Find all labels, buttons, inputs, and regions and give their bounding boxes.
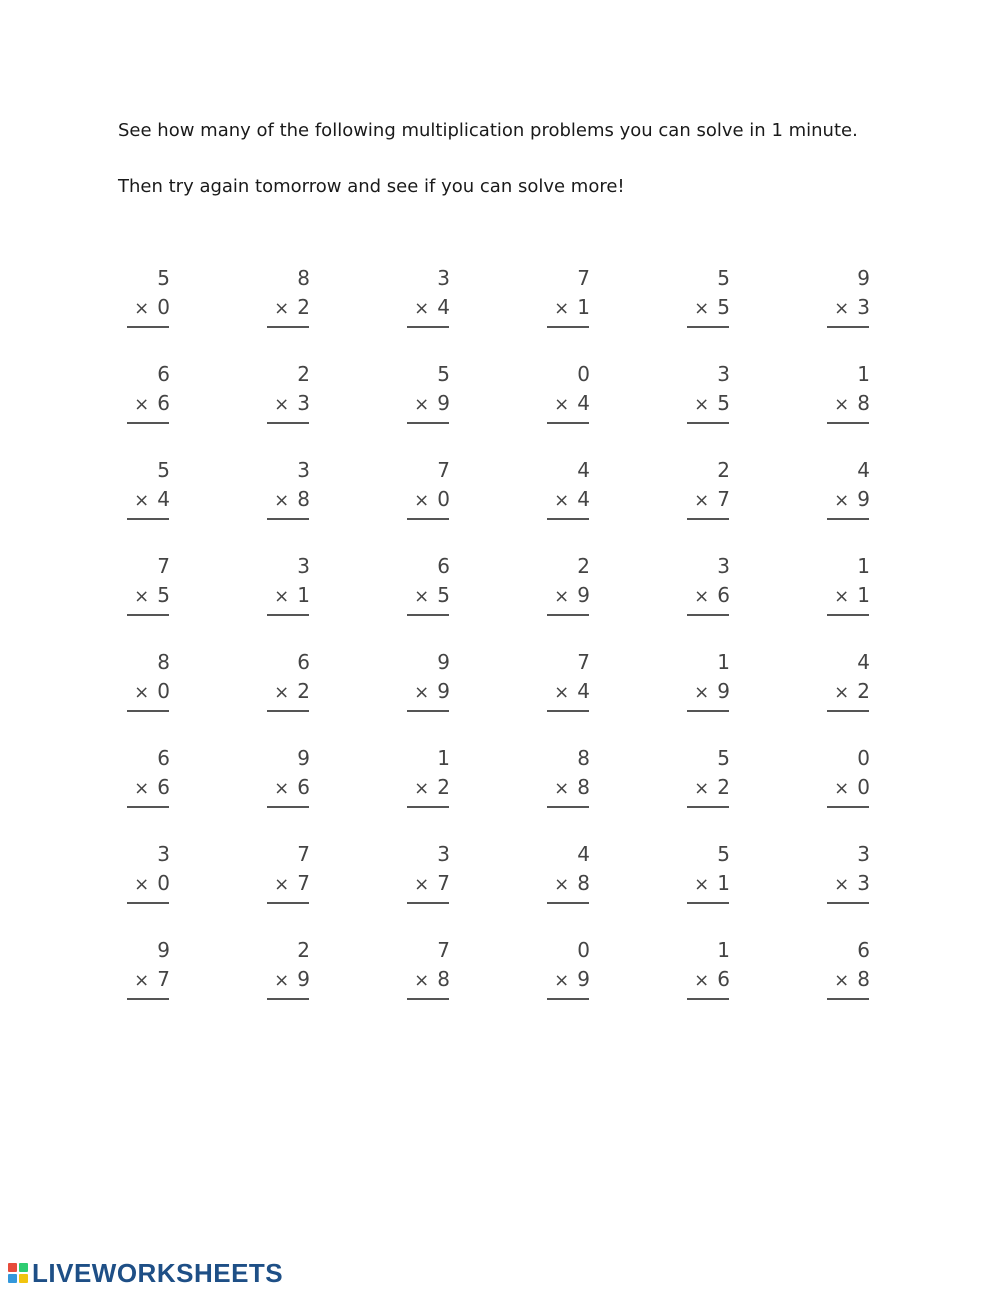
multiplicand: 8 (577, 746, 590, 770)
answer-line (407, 902, 449, 904)
multiplicand: 1 (437, 746, 450, 770)
problem-grid (120, 262, 880, 1030)
problem-3 (400, 262, 540, 358)
multiplier: 8 (857, 391, 870, 415)
times-sign: × (554, 490, 570, 511)
multiplier: 6 (717, 967, 730, 991)
answer-line (127, 902, 169, 904)
answer-line (687, 710, 729, 712)
times-sign: × (134, 298, 150, 319)
multiplier-row (828, 773, 870, 803)
multiplier: 8 (857, 967, 870, 991)
instruction-line-2: Then try again tomorrow and see if you can solve more! (118, 176, 625, 197)
multiplicand: 9 (157, 938, 170, 962)
problem-40 (540, 838, 680, 934)
instructions (118, 118, 938, 200)
times-sign: × (274, 778, 290, 799)
times-sign: × (134, 586, 150, 607)
multiplier-row (408, 773, 450, 803)
answer-line (547, 902, 589, 904)
answer-line (127, 422, 169, 424)
multiplier: 1 (857, 583, 870, 607)
multiplier-row (828, 677, 870, 707)
answer-line (267, 422, 309, 424)
multiplicand: 3 (437, 266, 450, 290)
multiplicand: 7 (577, 650, 590, 674)
answer-line (407, 614, 449, 616)
answer-line (687, 806, 729, 808)
multiplicand: 9 (297, 746, 310, 770)
multiplier-row (688, 485, 730, 515)
problem-43 (120, 934, 260, 1030)
multiplier-row (128, 293, 170, 323)
times-sign: × (834, 490, 850, 511)
logo-square (8, 1274, 17, 1283)
multiplicand: 6 (157, 746, 170, 770)
multiplicand: 4 (857, 650, 870, 674)
multiplier: 7 (437, 871, 450, 895)
answer-line (687, 902, 729, 904)
problem-7 (120, 358, 260, 454)
times-sign: × (274, 298, 290, 319)
problem-48 (820, 934, 960, 1030)
multiplier: 0 (437, 487, 450, 511)
multiplicand: 7 (157, 554, 170, 578)
answer-line (827, 998, 869, 1000)
multiplicand: 0 (857, 746, 870, 770)
problem-44 (260, 934, 400, 1030)
multiplier: 2 (437, 775, 450, 799)
multiplicand: 1 (857, 554, 870, 578)
instruction-line-1: See how many of the following multiplication problems you can solve in 1 minute. (118, 120, 858, 141)
multiplier: 1 (717, 871, 730, 895)
multiplier: 9 (857, 487, 870, 511)
multiplicand: 1 (857, 362, 870, 386)
multiplicand: 7 (577, 266, 590, 290)
times-sign: × (834, 586, 850, 607)
multiplier-row (268, 965, 310, 995)
multiplier: 9 (717, 679, 730, 703)
multiplier-row (548, 293, 590, 323)
times-sign: × (834, 298, 850, 319)
answer-line (407, 422, 449, 424)
multiplicand: 7 (437, 938, 450, 962)
multiplier: 0 (857, 775, 870, 799)
multiplier: 4 (157, 487, 170, 511)
times-sign: × (414, 298, 430, 319)
times-sign: × (834, 778, 850, 799)
problem-32 (260, 742, 400, 838)
problem-41 (680, 838, 820, 934)
multiplier-row (828, 869, 870, 899)
problem-22 (540, 550, 680, 646)
problem-31 (120, 742, 260, 838)
answer-line (407, 806, 449, 808)
multiplier: 4 (577, 391, 590, 415)
multiplier-row (268, 389, 310, 419)
problem-1 (120, 262, 260, 358)
multiplier-row (828, 485, 870, 515)
answer-line (267, 326, 309, 328)
times-sign: × (554, 778, 570, 799)
multiplier-row (268, 773, 310, 803)
multiplier-row (128, 581, 170, 611)
problem-39 (400, 838, 540, 934)
answer-line (127, 806, 169, 808)
times-sign: × (554, 394, 570, 415)
answer-line (407, 998, 449, 1000)
multiplicand: 7 (297, 842, 310, 866)
problem-10 (540, 358, 680, 454)
times-sign: × (554, 586, 570, 607)
multiplier-row (548, 581, 590, 611)
multiplier: 8 (577, 871, 590, 895)
multiplier-row (408, 485, 450, 515)
times-sign: × (834, 682, 850, 703)
answer-line (687, 422, 729, 424)
multiplier-row (688, 869, 730, 899)
answer-line (827, 518, 869, 520)
multiplier-row (688, 293, 730, 323)
logo-square (19, 1274, 28, 1283)
times-sign: × (694, 298, 710, 319)
multiplier-row (268, 677, 310, 707)
times-sign: × (834, 394, 850, 415)
multiplicand: 3 (717, 362, 730, 386)
answer-line (827, 806, 869, 808)
multiplicand: 2 (717, 458, 730, 482)
times-sign: × (414, 490, 430, 511)
problem-4 (540, 262, 680, 358)
answer-line (547, 710, 589, 712)
multiplicand: 0 (577, 938, 590, 962)
times-sign: × (554, 874, 570, 895)
multiplicand: 3 (437, 842, 450, 866)
multiplier: 2 (857, 679, 870, 703)
multiplicand: 2 (297, 938, 310, 962)
multiplier: 7 (717, 487, 730, 511)
multiplier-row (128, 389, 170, 419)
multiplier: 1 (297, 583, 310, 607)
answer-line (547, 998, 589, 1000)
multiplier: 6 (297, 775, 310, 799)
answer-line (407, 326, 449, 328)
multiplier-row (548, 773, 590, 803)
multiplier: 7 (157, 967, 170, 991)
answer-line (127, 326, 169, 328)
multiplier: 5 (717, 391, 730, 415)
multiplier-row (408, 677, 450, 707)
answer-line (687, 326, 729, 328)
problem-9 (400, 358, 540, 454)
answer-line (407, 518, 449, 520)
times-sign: × (414, 778, 430, 799)
multiplier-row (548, 965, 590, 995)
answer-line (547, 806, 589, 808)
multiplier-row (128, 677, 170, 707)
multiplier-row (828, 581, 870, 611)
multiplicand: 4 (857, 458, 870, 482)
multiplier-row (128, 965, 170, 995)
times-sign: × (694, 490, 710, 511)
multiplicand: 7 (437, 458, 450, 482)
multiplier: 2 (297, 679, 310, 703)
multiplier: 6 (157, 775, 170, 799)
multiplicand: 8 (297, 266, 310, 290)
times-sign: × (694, 874, 710, 895)
problem-6 (820, 262, 960, 358)
multiplicand: 2 (297, 362, 310, 386)
multiplier-row (408, 389, 450, 419)
answer-line (827, 326, 869, 328)
multiplicand: 9 (437, 650, 450, 674)
multiplier: 3 (857, 295, 870, 319)
logo-square (19, 1263, 28, 1272)
logo-mark-icon (8, 1263, 28, 1283)
multiplier: 0 (157, 871, 170, 895)
answer-line (687, 614, 729, 616)
times-sign: × (554, 682, 570, 703)
answer-line (267, 518, 309, 520)
problem-12 (820, 358, 960, 454)
multiplier-row (268, 869, 310, 899)
times-sign: × (694, 394, 710, 415)
times-sign: × (134, 874, 150, 895)
multiplier: 3 (857, 871, 870, 895)
answer-line (547, 614, 589, 616)
multiplicand: 6 (437, 554, 450, 578)
times-sign: × (694, 586, 710, 607)
multiplicand: 4 (577, 842, 590, 866)
answer-line (267, 710, 309, 712)
problem-21 (400, 550, 540, 646)
multiplicand: 2 (577, 554, 590, 578)
times-sign: × (274, 490, 290, 511)
times-sign: × (274, 874, 290, 895)
multiplicand: 5 (157, 266, 170, 290)
problem-28 (540, 646, 680, 742)
multiplier: 3 (297, 391, 310, 415)
answer-line (547, 326, 589, 328)
multiplier: 8 (437, 967, 450, 991)
logo-square (8, 1263, 17, 1272)
multiplier-row (688, 965, 730, 995)
answer-line (827, 710, 869, 712)
multiplicand: 5 (157, 458, 170, 482)
multiplier: 5 (717, 295, 730, 319)
problem-25 (120, 646, 260, 742)
problem-27 (400, 646, 540, 742)
answer-line (127, 614, 169, 616)
multiplier: 6 (717, 583, 730, 607)
times-sign: × (274, 586, 290, 607)
times-sign: × (134, 778, 150, 799)
problem-14 (260, 454, 400, 550)
multiplier: 4 (577, 679, 590, 703)
times-sign: × (134, 970, 150, 991)
problem-45 (400, 934, 540, 1030)
times-sign: × (414, 874, 430, 895)
times-sign: × (134, 490, 150, 511)
multiplier-row (408, 581, 450, 611)
times-sign: × (694, 682, 710, 703)
multiplicand: 1 (717, 938, 730, 962)
problem-36 (820, 742, 960, 838)
multiplicand: 8 (157, 650, 170, 674)
multiplier-row (688, 773, 730, 803)
problem-29 (680, 646, 820, 742)
multiplier: 2 (717, 775, 730, 799)
multiplicand: 5 (437, 362, 450, 386)
multiplier: 2 (297, 295, 310, 319)
problem-23 (680, 550, 820, 646)
multiplicand: 5 (717, 842, 730, 866)
times-sign: × (414, 586, 430, 607)
multiplier-row (128, 869, 170, 899)
multiplier: 1 (577, 295, 590, 319)
liveworksheets-logo[interactable] (8, 1256, 283, 1290)
multiplier: 4 (437, 295, 450, 319)
multiplier: 9 (577, 583, 590, 607)
multiplier: 0 (157, 679, 170, 703)
multiplicand: 3 (297, 458, 310, 482)
multiplier-row (828, 965, 870, 995)
problem-8 (260, 358, 400, 454)
multiplier-row (688, 389, 730, 419)
problem-47 (680, 934, 820, 1030)
multiplier: 9 (577, 967, 590, 991)
problem-30 (820, 646, 960, 742)
times-sign: × (414, 682, 430, 703)
multiplier: 9 (437, 391, 450, 415)
multiplicand: 1 (717, 650, 730, 674)
problem-34 (540, 742, 680, 838)
times-sign: × (834, 970, 850, 991)
multiplier-row (548, 677, 590, 707)
multiplier-row (548, 869, 590, 899)
times-sign: × (274, 682, 290, 703)
answer-line (687, 518, 729, 520)
multiplier: 5 (437, 583, 450, 607)
multiplier-row (128, 485, 170, 515)
times-sign: × (554, 970, 570, 991)
answer-line (827, 422, 869, 424)
multiplier-row (408, 293, 450, 323)
multiplier-row (268, 485, 310, 515)
answer-line (687, 998, 729, 1000)
multiplier-row (128, 773, 170, 803)
multiplier-row (408, 869, 450, 899)
multiplier-row (548, 389, 590, 419)
answer-line (547, 422, 589, 424)
problem-20 (260, 550, 400, 646)
times-sign: × (274, 394, 290, 415)
multiplier: 8 (297, 487, 310, 511)
problem-18 (820, 454, 960, 550)
multiplier-row (828, 293, 870, 323)
answer-line (407, 710, 449, 712)
multiplicand: 4 (577, 458, 590, 482)
times-sign: × (414, 394, 430, 415)
multiplicand: 3 (297, 554, 310, 578)
times-sign: × (694, 970, 710, 991)
times-sign: × (134, 682, 150, 703)
problem-37 (120, 838, 260, 934)
problem-15 (400, 454, 540, 550)
multiplicand: 3 (717, 554, 730, 578)
answer-line (267, 614, 309, 616)
multiplier: 6 (157, 391, 170, 415)
problem-46 (540, 934, 680, 1030)
answer-line (127, 518, 169, 520)
problem-33 (400, 742, 540, 838)
logo-text: LIVEWORKSHEETS (32, 1257, 284, 1288)
multiplier-row (828, 389, 870, 419)
answer-line (827, 902, 869, 904)
problem-35 (680, 742, 820, 838)
multiplier-row (408, 965, 450, 995)
multiplier: 0 (157, 295, 170, 319)
multiplier: 9 (437, 679, 450, 703)
multiplicand: 0 (577, 362, 590, 386)
problem-24 (820, 550, 960, 646)
multiplier: 5 (157, 583, 170, 607)
problem-16 (540, 454, 680, 550)
multiplicand: 9 (857, 266, 870, 290)
problem-19 (120, 550, 260, 646)
multiplier: 4 (577, 487, 590, 511)
multiplicand: 5 (717, 266, 730, 290)
times-sign: × (554, 298, 570, 319)
problem-17 (680, 454, 820, 550)
problem-38 (260, 838, 400, 934)
multiplier-row (548, 485, 590, 515)
problem-26 (260, 646, 400, 742)
multiplicand: 6 (297, 650, 310, 674)
problem-2 (260, 262, 400, 358)
multiplier-row (688, 581, 730, 611)
multiplier: 7 (297, 871, 310, 895)
answer-line (267, 998, 309, 1000)
multiplicand: 3 (857, 842, 870, 866)
answer-line (267, 806, 309, 808)
problem-5 (680, 262, 820, 358)
multiplicand: 3 (157, 842, 170, 866)
times-sign: × (134, 394, 150, 415)
multiplier: 9 (297, 967, 310, 991)
multiplier: 8 (577, 775, 590, 799)
multiplier-row (268, 581, 310, 611)
times-sign: × (414, 970, 430, 991)
times-sign: × (834, 874, 850, 895)
multiplicand: 6 (857, 938, 870, 962)
problem-13 (120, 454, 260, 550)
multiplicand: 5 (717, 746, 730, 770)
answer-line (827, 614, 869, 616)
problem-11 (680, 358, 820, 454)
answer-line (127, 998, 169, 1000)
answer-line (127, 710, 169, 712)
multiplier-row (688, 677, 730, 707)
answer-line (547, 518, 589, 520)
times-sign: × (694, 778, 710, 799)
problem-42 (820, 838, 960, 934)
times-sign: × (274, 970, 290, 991)
multiplier-row (268, 293, 310, 323)
multiplicand: 6 (157, 362, 170, 386)
answer-line (267, 902, 309, 904)
